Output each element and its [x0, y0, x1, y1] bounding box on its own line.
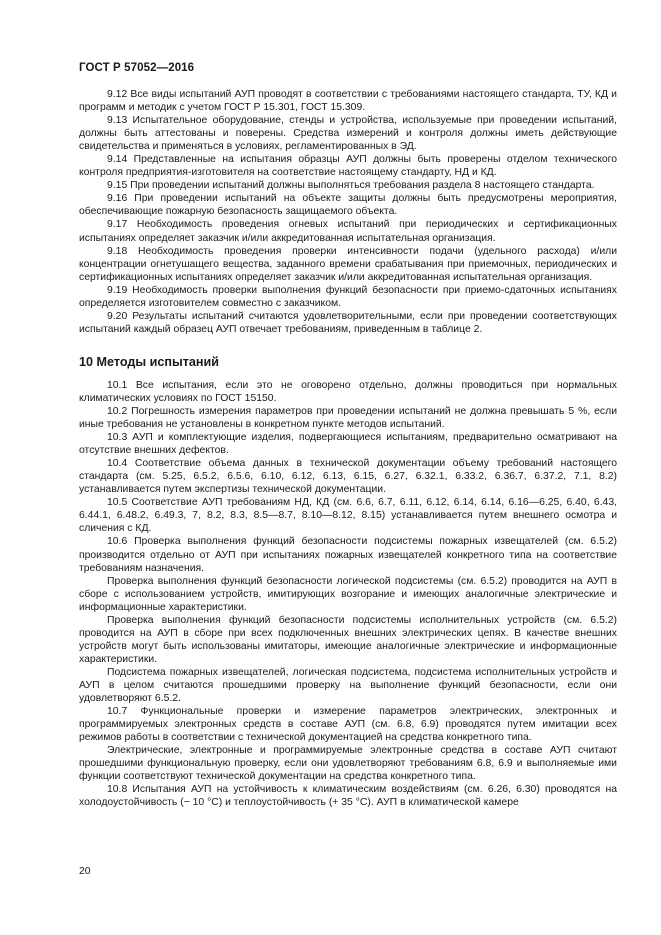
paragraph: Электрические, электронные и программируемые электронные средства в составе АУП считают прошедшими функциональную проверку, если они удовлетворяют требованиям 6.8, 6.9 и выполняемые ими функции соответствуют технической документации на средства конкретного типа. [79, 745, 617, 783]
paragraph: Подсистема пожарных извещателей, логическая подсистема, подсистема исполнительных устройств и АУП в целом считаются прошедшими проверку на выполнение функций безопасности, если они удовлетворяют 6.5.2. [79, 666, 617, 705]
paragraph: 9.17 Необходимость проведения огневых испытаний при периодических и сертификационных испытаниях определяет заказчик и/или аккредитованная испытательная организация. [79, 219, 617, 244]
document-body [79, 88, 617, 809]
paragraph: 10.2 Погрешность измерения параметров при проведении испытаний не должна превышать 5 %, если иные требования не установлены в конкретном пункте методов испытаний. [79, 405, 617, 431]
paragraph: 10.4 Соответствие объема данных в технической документации объему требований настоящего стандарта (см. 5.25, 6.5.2, 6.5.6, 6.10, 6.12, 6.13, 6.15, 6.27, 6.32.1, 6.33.2, 6.36.7, 6.37.2, 7.1, 8.2) устанавливается путем экспертизы технической документации. [79, 458, 617, 496]
paragraph: 9.18 Необходимость проведения проверки интенсивности подачи (удельного расхода) и/или концентрации огнетушащего вещества, заданного времени срабатывания при приемочных, периодических и сертификационных испытаниях определяет заказчик и/или аккредитованная испытательная организация. [79, 245, 617, 283]
paragraph: 10.5 Соответствие АУП требованиям НД, КД (см. 6.6, 6.7, 6.11, 6.12, 6.14, 6.14, 6.16—6.25, 6.40, 6.43, 6.44.1, 6.48.2, 6.49.3, 7, 8.2, 8.3, 8.5—8.7, 8.10—8.12, 8.15) устанавливается путем внешнего осмотра и сличения с КД. [79, 497, 617, 535]
paragraph: 10.6 Проверка выполнения функций безопасности подсистемы пожарных извещателей (см. 6.5.2) производится отдельно от АУП при испытаниях пожарных извещателей конкретного типа на соответствие требованиям назначения. [79, 536, 617, 574]
paragraph: 9.13 Испытательное оборудование, стенды и устройства, используемые при проведении испытаний, должны быть аттестованы и поверены. Средства измерений и контроля должны иметь действующие свидетельства и применяться в условиях, регламентированных в ЭД. [79, 115, 617, 153]
page-number: 20 [79, 866, 91, 877]
standard-header: ГОСТ Р 57052—2016 [79, 62, 195, 74]
paragraph: 9.14 Представленные на испытания образцы АУП должны быть проверены отделом технического контроля предприятия-изготовителя на соответствие настоящему стандарту, НД и КД. [79, 154, 617, 179]
section-title: 10 Методы испытаний [79, 354, 219, 369]
paragraph: 9.20 Результаты испытаний считаются удовлетворительными, если при проведении соответствующих испытаний каждый образец АУП отвечает требованиям, приведенным в таблице 2. [79, 310, 617, 335]
paragraph: 9.16 При проведении испытаний на объекте защиты должны быть предусмотрены мероприятия, обеспечивающие пожарную безопасность защищаемого объекта. [79, 193, 617, 218]
paragraph: 10.1 Все испытания, если это не оговорено отдельно, должны проводиться при нормальных климатических условиях по ГОСТ 15150. [79, 379, 617, 404]
paragraph: 9.12 Все виды испытаний АУП проводят в соответствии с требованиями настоящего стандарта, ТУ, КД и программ и методик с учетом ГОСТ Р 15.301, ГОСТ 15.309. [79, 89, 617, 114]
paragraph: 10.3 АУП и комплектующие изделия, подвергающиеся испытаниям, предварительно осматривают на отсутствие внешних дефектов. [79, 432, 617, 457]
paragraph: 10.7 Функциональные проверки и измерение параметров электрических, электронных и программируемых электронных средств в составе АУП (см. 6.8, 6.9) проводятся путем имитации всех режимов работы в соответствии с технической документацией на средства конкретного типа. [79, 706, 617, 744]
paragraph: 9.19 Необходимость проверки выполнения функций безопасности при приемо-сдаточных испытаниях определяется изготовителем совместно с заказчиком. [79, 284, 617, 309]
paragraph: Проверка выполнения функций безопасности подсистемы исполнительных устройств (см. 6.5.2) проводится на АУП в сборе при всех подключенных внешних электрических цепях. В качестве внешних устройств могут быть использованы имитаторы, имеющие аналогичные электрические и информационные характеристики. [79, 614, 617, 665]
paragraph: 9.15 При проведении испытаний должны выполняться требования раздела 8 настоящего стандарта. [107, 180, 595, 192]
paragraph: 10.8 Испытания АУП на устойчивость к климатическим воздействиям (см. 6.26, 6.30) проводятся на холодоустойчивость (− 10 °С) и теплоустойчивость (+ 35 °С). АУП в климатической камере [79, 784, 617, 809]
paragraph: Проверка выполнения функций безопасности логической подсистемы (см. 6.5.2) проводится на АУП в сборе с использованием устройств, имитирующих возгорание и имеющих аналогичные электрические и информационные характеристики. [79, 575, 617, 613]
